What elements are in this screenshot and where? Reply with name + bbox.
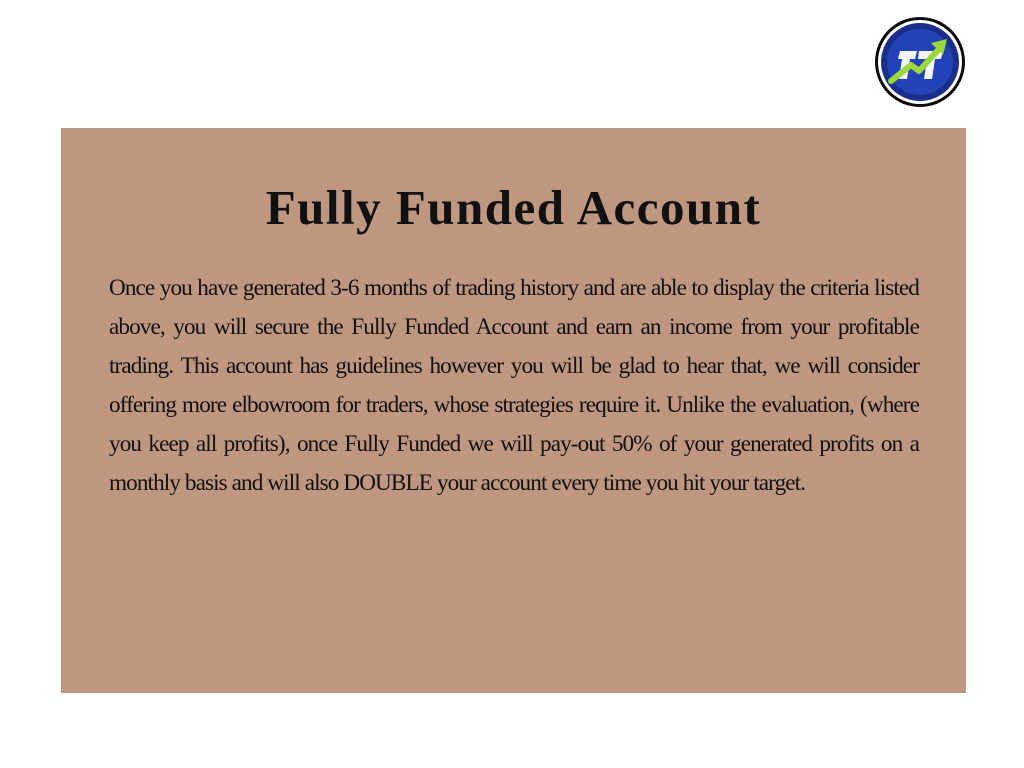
company-logo	[873, 15, 967, 109]
trend-arrow-logo-icon	[873, 15, 967, 109]
slide-title: Fully Funded Account	[265, 180, 762, 235]
content-panel	[61, 128, 966, 693]
slide-body-text: Once you have generated 3-6 months of trading history and are able to display the criteria listed above, you will secure the Fully Funded Account and earn an income from your profitable trading. This account has guidelines however you will be glad to hear that, we will consider offering more elbowroom for traders, whose strategies require it. Unlike the evaluation, (where you keep all profits), once Fully Funded we will pay-out 50% of your generated profits on a monthly basis and will also DOUBLE your account every time you hit your target.	[109, 275, 919, 496]
